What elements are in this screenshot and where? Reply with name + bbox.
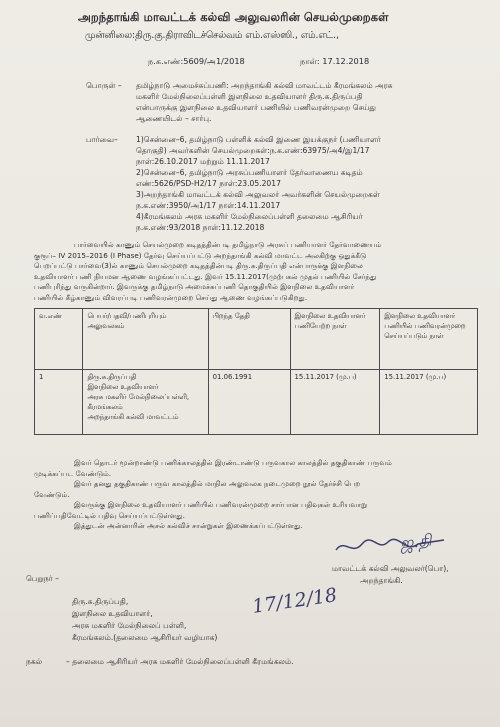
reference-line: தொகுதி) அவர்களின் செயல்முறைகள்:ந.க.எண்:63975/அ4/இ1/17 [136, 146, 370, 155]
row-dob: 01.06.1991 [208, 370, 290, 435]
subject-block [136, 80, 392, 124]
recipient-block [72, 596, 217, 644]
note-line: முடிக்கப்பட வேண்டும். [34, 468, 112, 478]
copy-text: – தலைமை ஆசிரியர் அரசு மகளிர் மேல்நிலைப்பள்ளி கீரமங்கலம். [66, 657, 294, 666]
reference-line: 3)அறந்தாங்கி மாவட்டக் கல்வி அலுவலர் அவர்களின் செயல்முறைகள் [136, 190, 380, 199]
regularisation-table [34, 308, 478, 435]
recipient-line: அரசு மகளிர் மேல்நிலைப் பள்ளி, [72, 621, 187, 630]
reference-line: 4)கீரமங்கலம் அரசு மகளிர் மேல்நிலைப்பள்ளி தலைமை ஆசிரியர் [136, 212, 363, 221]
reference-line: ந.க.எண்:93/2018 நாள்:11.12.2018 [136, 223, 265, 232]
reference-number: ந.க.எண்:5609/அ1/2018 [148, 56, 245, 66]
recipient-line: இளநிலை உதவியாளர், [72, 609, 153, 618]
recipient-line: திரு.சு.திருப்பதி, [72, 597, 129, 606]
note-line: இத்துடன் அன்னாரின் அசல் கல்விச் சான்றுகள் இணைக்கப்பட்டுள்ளது. [74, 521, 303, 530]
reference-line: 2)சென்னை–6, தமிழ்நாடு அரசுப்பணியாளர் தேர்வாணைய கடிதம் [136, 168, 363, 177]
row-sno: 1 [35, 370, 83, 435]
table-row [35, 370, 478, 435]
row-regularised: 15.11.2017 (மு.ப) [380, 370, 478, 435]
body-line: பணியில் கீழ்காணும் விவரப்படி பணிவரன்முறை செய்து ஆணை வழங்கப்படுகிறது. [34, 292, 308, 302]
subject-label: பொருள் – [86, 81, 122, 90]
row-name-line: இளநிலை உதவியாளர் [87, 383, 159, 391]
table-header-row [35, 309, 478, 370]
subject-line: ஆணையிடல் – சார்பு. [136, 114, 212, 123]
reference-line: 1)சென்னை–6, தமிழ்நாடு பள்ளிக் கல்வி இணை இயக்குநர் (பணியாளர் [136, 135, 381, 144]
table-header-regularised: இளநிலை உதவியாளர் பணியில் பணிவரன்முறை செய்யப்படும் நாள் [380, 309, 478, 370]
table-header-name: பெயர்/பதவி/பணிபுரியும் அலுவலகம் [83, 309, 208, 370]
presence-line: முன்னிலை:திரு.கு.திராவிடச்செல்வம் எம்.எஸ்ஸி., எம்.எட்., [85, 30, 339, 41]
row-joined: 15.11.2017 (மு.ப) [290, 370, 380, 435]
reference-line: நாள்:26.10.2017 மற்றும் 11.11.2017 [136, 157, 270, 166]
reference-line: ந.க.எண்:3950/அ1/17 நாள்:14.11.2017 [136, 201, 281, 210]
note-line: வேண்டும். [34, 489, 70, 499]
references-block [136, 134, 381, 233]
recipient-label: பெறுநர் – [26, 574, 59, 583]
row-name-line: அரசு மகளிர் மேல்நிலைப்பள்ளி, [87, 393, 190, 401]
signature-place: அறந்தாங்கி. [360, 576, 403, 585]
recipient-line: கீரமங்கலம்.(தலைமை ஆசிரியர் வழியாக) [72, 633, 218, 642]
row-name-line: கீரமங்கலம் [87, 403, 123, 411]
references-label: பார்வை– [86, 135, 118, 144]
row-name-line: அறந்தாங்கி கல்வி மாவட்டம் [87, 413, 179, 421]
table-header-dob: பிறந்த தேதி [208, 309, 290, 370]
copy-label: நகல் [26, 657, 43, 666]
note-line: இவருக்கு இளநிலை உதவியாளர் பணியில் பணிவரன்முறை சார்பான பதிவுகள் உரியவாறு [74, 500, 368, 509]
table-header-sno: வ.எண் [35, 309, 83, 370]
body-line: பெறப்பட்டு பார்வை(3)ல் காணும் செயல்முறை கடிதத்தின்படி திரு.சு.திருப்பதி என்பாருக்கு இளநிலை [34, 261, 363, 270]
note-line: பணிப்பதிவேட்டில் பதிவு செய்யப்பட்டுள்ளது. [34, 510, 185, 520]
note-line: இவர் தொடர் மூன்றாண்டு பணிக்காலத்தில் இரண்டாண்டு பருவகால காலத்தில் தகுதிகாண் பருவம் [74, 458, 393, 467]
row-name-line: திரு.சு.திருப்பதி [87, 373, 137, 381]
subject-line: மகளிர் மேல்நிலைப்பள்ளி இளநிலை உதவியாளர் திரு.சு.திருப்பதி [136, 92, 363, 101]
handwritten-date: 17/12/18 [250, 584, 339, 618]
document-date: நாள்: 17.12.2018 [300, 56, 370, 66]
body-line: உதவியாளர் பணி நியமன ஆணை வழங்கப்பட்டது. இவர் 15.11.2017(முற்பகல் முதல் பணியில் சேர்ந்து [34, 271, 377, 281]
document-title: அறந்தாங்கி மாவட்டக் கல்வி அலுவலரின் செயல்முறைகள் [78, 10, 389, 24]
signature-designation: மாவட்டக் கல்வி அலுவலர்(பொ), [332, 564, 449, 573]
body-line: பார்வையில் காணும் செயல்முறை கடிதத்தின்படி தமிழ்நாடு அரசுப் பணியாளர் தேர்வாணையம் [74, 240, 382, 249]
subject-line: தமிழ்நாடு அமைச்சுப்பணி: அறந்தாங்கி கல்வி மாவட்டம் கீரமங்கலம் அரசு [136, 81, 393, 90]
note-line: இவர் தனது தகுதிகாண் பருவ காலத்தில் மாநில அலுவலக நடைமுறை நூல் தேர்ச்சி பெற [74, 479, 361, 488]
signature-scribble [332, 534, 452, 560]
table-header-joined: இளநிலை உதவியாளர் பணியேற்ற நாள் [290, 309, 380, 370]
body-paragraph [34, 240, 381, 303]
notes-block [34, 458, 392, 532]
body-line: குரூப்– IV 2015–2016 (I Phase) தேர்வு செய்யப்பட்டு அறந்தாங்கி கல்வி மாவட்ட அலகிற்கு ஒதுக்கீடு [34, 250, 367, 260]
row-employee [83, 370, 208, 435]
handwritten-signature: ஜ.தி [398, 530, 433, 553]
reference-line: எண்:5626/PSD-H2/17 நாள்:23.05.2017 [136, 179, 281, 188]
subject-line: என்பாருக்கு இளநிலை உதவியாளர் பணியில் பணிவரன்முறை செய்து [136, 103, 376, 112]
body-line: பணிபுரிந்து வருகின்றார். இவருக்கு தமிழ்நாடு அமைச்சுப்பணி தொகுதியில் இளநிலை உதவியாளர் [34, 282, 355, 291]
